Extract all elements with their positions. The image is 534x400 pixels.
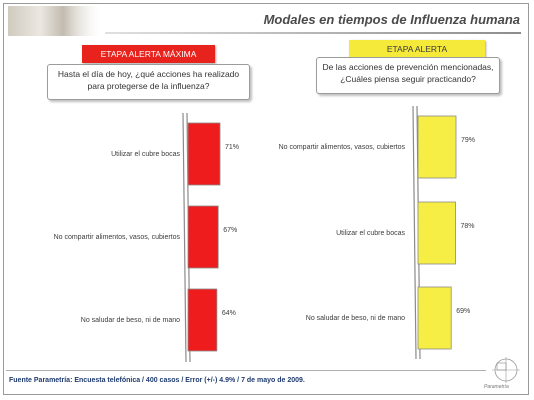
logo-text: Parametría bbox=[484, 384, 509, 390]
bar-right-2 bbox=[418, 202, 456, 264]
value-label-right-1: 79% bbox=[461, 137, 476, 144]
question-left-line2: para protegerse de la influenza? bbox=[87, 81, 210, 91]
axis-line-back-left bbox=[183, 113, 186, 362]
question-right-line1: De las acciones de prevención mencionadas, bbox=[322, 62, 494, 72]
footer-rule bbox=[6, 370, 486, 371]
source-note: Fuente Parametría: Encuesta telefónica / 400 casos / Error (+/-) 4.9% / 7 de mayo de 2009. bbox=[9, 377, 305, 384]
value-label-left-1: 71% bbox=[225, 144, 240, 151]
bar-left-3 bbox=[188, 289, 217, 351]
category-label-left-2: No compartir alimentos, vasos, cubiertos bbox=[53, 234, 180, 241]
parametria-logo bbox=[486, 355, 526, 387]
category-label-left-3: No saludar de beso, ni de mano bbox=[80, 317, 180, 324]
value-label-right-3: 69% bbox=[456, 308, 471, 315]
value-label-left-2: 67% bbox=[223, 227, 238, 234]
category-label-right-2: Utilizar el cubre bocas bbox=[336, 230, 405, 237]
question-left-line1: Hasta el día de hoy, ¿qué acciones ha realizado bbox=[57, 69, 240, 79]
stage-badge-right: ETAPA ALERTA bbox=[349, 40, 485, 58]
bar-left-2 bbox=[188, 206, 218, 268]
bar-left-1 bbox=[188, 123, 220, 185]
question-right-line2: ¿Cuáles piensa seguir practicando? bbox=[340, 74, 476, 84]
axis-line-back-right bbox=[413, 106, 416, 359]
bar-right-3 bbox=[418, 287, 451, 349]
category-label-right-3: No saludar de beso, ni de mano bbox=[305, 315, 405, 322]
value-label-left-3: 64% bbox=[221, 310, 236, 317]
page-title: Modales en tiempos de Influenza humana bbox=[263, 12, 520, 27]
stage-badge-left: ETAPA ALERTA MÁXIMA bbox=[82, 45, 215, 63]
bar-right-1 bbox=[418, 116, 456, 178]
value-label-right-2: 78% bbox=[460, 223, 475, 230]
category-label-left-1: Utilizar el cubre bocas bbox=[111, 151, 180, 158]
category-label-right-1: No compartir alimentos, vasos, cubiertos bbox=[278, 144, 405, 151]
